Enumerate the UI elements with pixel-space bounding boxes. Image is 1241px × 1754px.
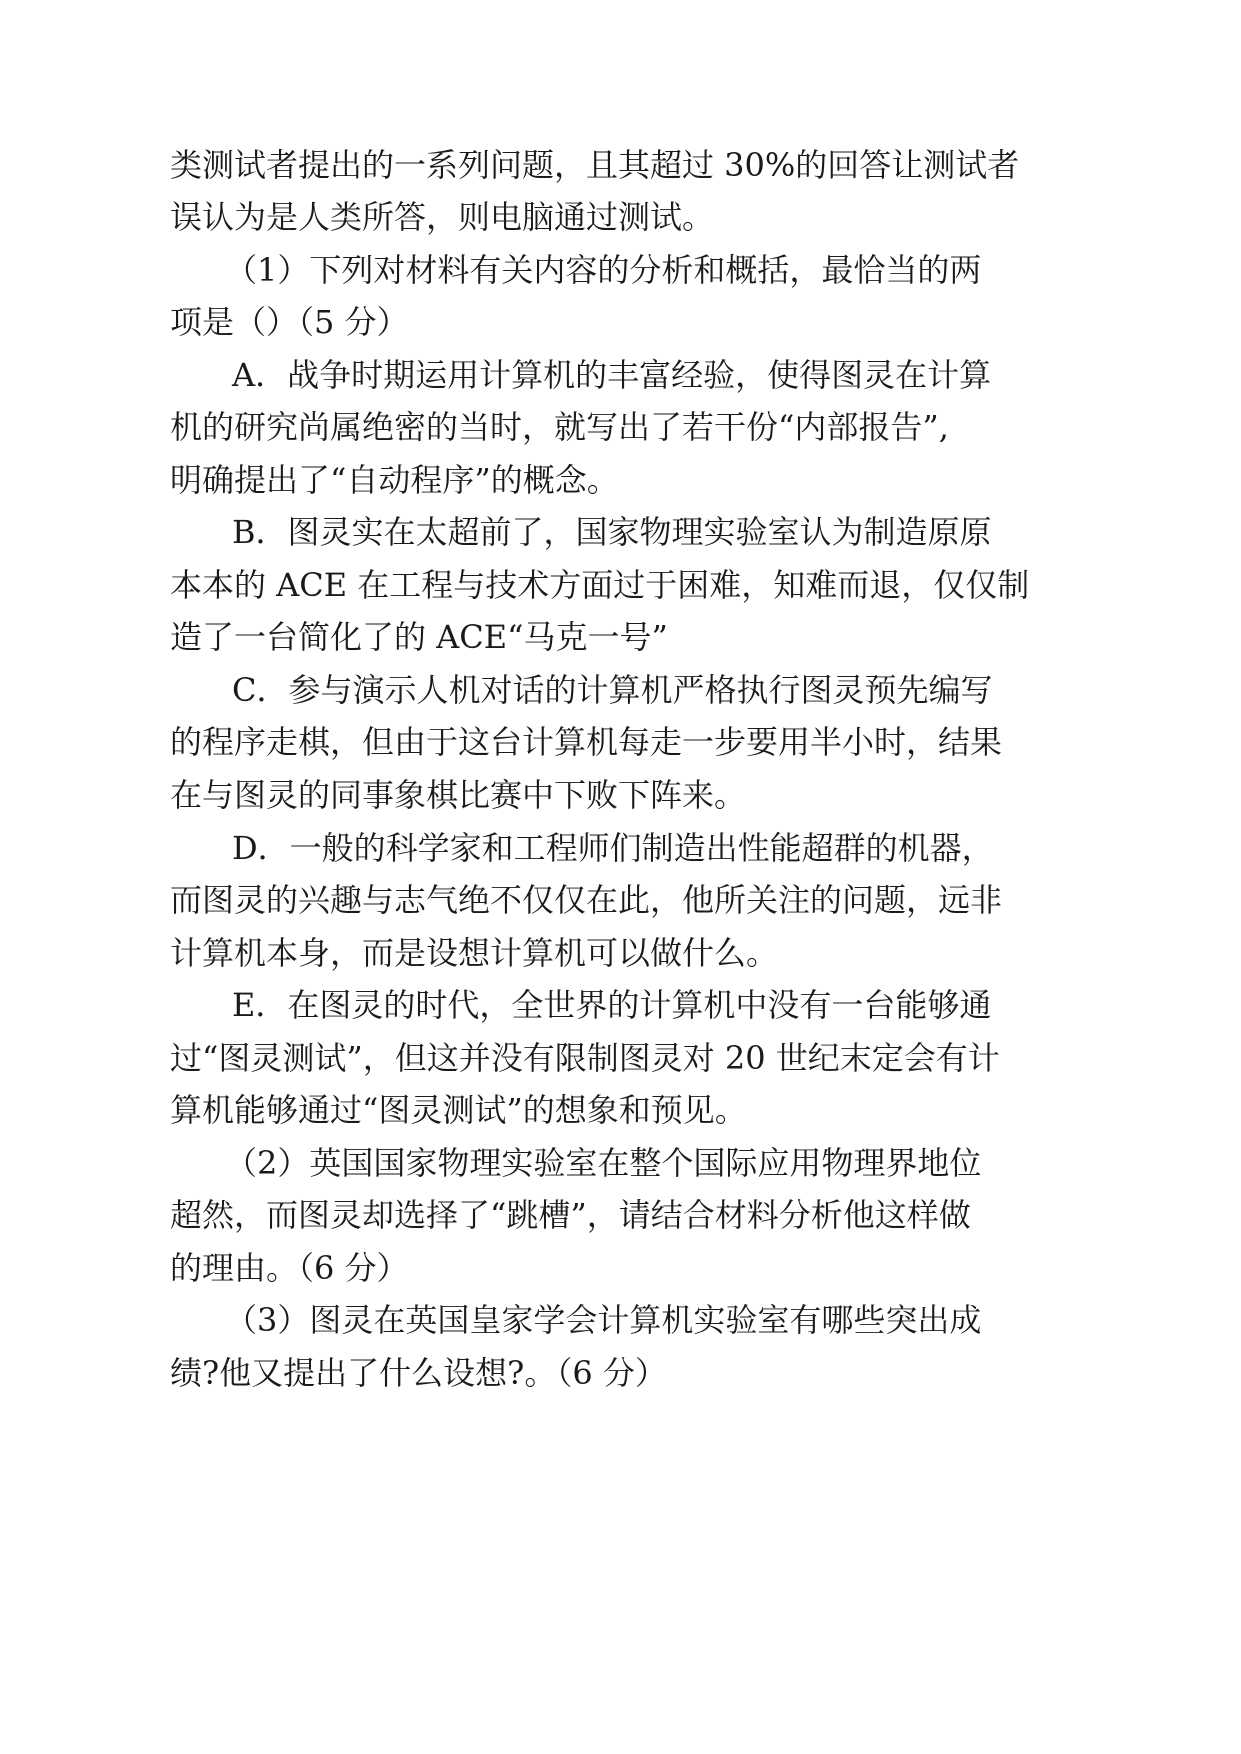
text-line: 的理由。（6 分） — [170, 1249, 409, 1287]
text-line: 造了一台简化了的 ACE“马克一号” — [170, 618, 668, 656]
text-line: 项是（）（5 分） — [170, 303, 409, 341]
option-d: D．一般的科学家和工程师们制造出性能超群的机器， — [232, 829, 994, 867]
question-3-prompt: （3）图灵在英国皇家学会计算机实验室有哪些突出成 — [225, 1301, 982, 1339]
text-line: 算机能够通过“图灵测试”的想象和预见。 — [170, 1091, 747, 1129]
text-line: 类测试者提出的一系列问题，且其超过 30%的回答让测试者 — [170, 146, 1020, 184]
option-e: E．在图灵的时代，全世界的计算机中没有一台能够通 — [232, 986, 992, 1024]
text-line: 本本的 ACE 在工程与技术方面过于困难，知难而退，仅仅制 — [170, 566, 1030, 604]
question-1-prompt: （1）下列对材料有关内容的分析和概括，最恰当的两 — [225, 251, 982, 289]
text-line: 明确提出了“自动程序”的概念。 — [170, 461, 619, 499]
option-a: A．战争时期运用计算机的丰富经验，使得图灵在计算 — [232, 356, 992, 394]
text-line: 过“图灵测试”，但这并没有限制图灵对 20 世纪末定会有计 — [170, 1039, 1000, 1077]
question-2-prompt: （2）英国国家物理实验室在整个国际应用物理界地位 — [225, 1144, 982, 1182]
text-line: 机的研究尚属绝密的当时，就写出了若干份“内部报告”, — [170, 408, 949, 446]
text-line: 误认为是人类所答，则电脑通过测试。 — [170, 198, 715, 236]
text-line: 绩?他又提出了什么设想?。（6 分） — [170, 1354, 667, 1392]
text-line: 超然，而图灵却选择了“跳槽”，请结合材料分析他这样做 — [170, 1196, 971, 1234]
text-line: 在与图灵的同事象棋比赛中下败下阵来。 — [170, 776, 747, 814]
text-line: 计算机本身，而是设想计算机可以做什么。 — [170, 934, 779, 972]
option-c: C．参与演示人机对话的计算机严格执行图灵预先编写 — [232, 671, 993, 709]
option-b: B．图灵实在太超前了，国家物理实验室认为制造原原 — [232, 513, 992, 551]
text-line: 的程序走棋，但由于这台计算机每走一步要用半小时，结果 — [170, 723, 1003, 761]
text-line: 而图灵的兴趣与志气绝不仅仅在此，他所关注的问题，远非 — [170, 881, 1003, 919]
